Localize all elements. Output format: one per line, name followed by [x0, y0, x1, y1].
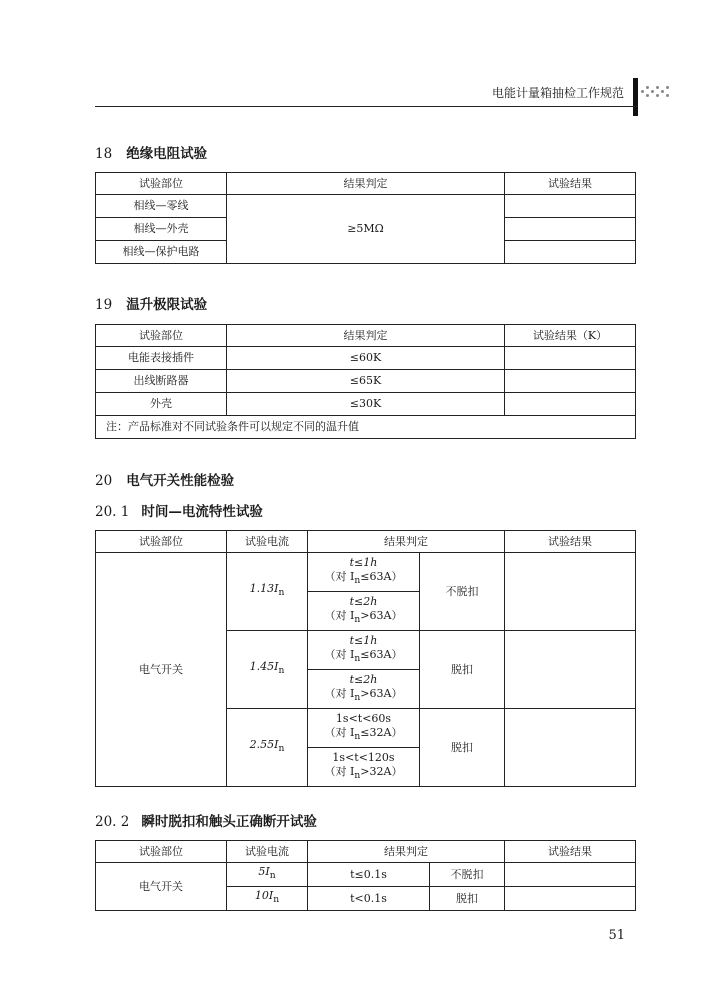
result-cell	[505, 347, 636, 370]
result-cell	[505, 631, 636, 709]
column-header: 结果判定	[227, 173, 505, 195]
trip-result-cell: 脱扣	[430, 887, 505, 911]
criterion-cell: ≤60K	[227, 347, 505, 370]
column-header: 结果判定	[227, 325, 505, 347]
rated-current-condition: （对 $I_n>63A$）	[324, 686, 403, 704]
condition-cell	[308, 670, 420, 709]
page-number: 51	[608, 928, 625, 943]
temperature-rise-table	[95, 324, 636, 439]
criterion-cell: ≤65K	[227, 370, 505, 393]
condition-cell	[308, 592, 420, 631]
result-cell	[505, 370, 636, 393]
result-cell	[505, 863, 636, 887]
time-condition: t≤1h	[349, 633, 378, 647]
test-current-cell	[227, 887, 308, 911]
test-part-cell: 相线—外壳	[96, 218, 227, 241]
test-part-cell: 外壳	[96, 393, 227, 416]
test-current-cell	[227, 863, 308, 887]
column-header: 试验结果	[505, 841, 636, 863]
condition-cell	[308, 709, 420, 748]
result-cell	[505, 241, 636, 264]
current-value: 5I	[258, 865, 270, 879]
column-header: 试验部位	[96, 325, 227, 347]
instantaneous-trip-table	[95, 840, 636, 911]
time-condition: t≤2h	[349, 594, 378, 608]
trip-result-cell: 不脱扣	[430, 863, 505, 887]
current-subscript: n	[273, 894, 280, 906]
section-title: 温升极限试验	[126, 297, 208, 313]
column-header: 试验电流	[227, 841, 308, 863]
time-condition: t≤1h	[349, 555, 378, 569]
current-value: 2.55I	[249, 738, 279, 752]
result-cell	[505, 709, 636, 787]
time-current-table	[95, 530, 636, 787]
current-subscript: n	[278, 587, 285, 599]
column-header: 结果判定	[308, 531, 505, 553]
rated-current-condition: （对 $I_n\le 32A$）	[324, 725, 403, 743]
test-part-cell: 相线—零线	[96, 195, 227, 218]
rated-current-condition: （对 $I_n>32A$）	[324, 764, 403, 782]
time-condition: t≤2h	[349, 672, 378, 686]
result-cell	[505, 553, 636, 631]
test-part-cell: 电能表接插件	[96, 347, 227, 370]
current-value: 10I	[254, 889, 274, 903]
rated-current-condition: （对 $I_n>63A$）	[324, 608, 403, 626]
section-number: 18	[95, 146, 113, 162]
header-rule	[95, 106, 638, 107]
section-number: 20. 2	[95, 814, 130, 830]
trip-result-cell: 不脱扣	[420, 553, 505, 631]
condition-cell	[308, 748, 420, 787]
rated-current-condition: （对 $I_n\le 63A$）	[324, 647, 403, 665]
header-accent-bar	[633, 78, 638, 116]
rated-current-condition: （对 $I_n\le 63A$）	[324, 569, 403, 587]
column-header: 试验部位	[96, 173, 227, 195]
section-20-2-heading	[95, 810, 317, 830]
condition-cell	[308, 553, 420, 592]
column-header: 试验结果	[505, 531, 636, 553]
condition-cell: t≤0.1s	[308, 863, 430, 887]
column-header: 试验电流	[227, 531, 308, 553]
test-current-cell	[227, 709, 308, 787]
running-header-title: 电能计量箱抽检工作规范	[491, 86, 624, 100]
table-note: 注：产品标准对不同试验条件可以规定不同的温升值	[96, 416, 636, 439]
column-header: 结果判定	[308, 841, 505, 863]
section-19-heading	[95, 293, 207, 313]
test-part-cell: 相线—保护电路	[96, 241, 227, 264]
current-subscript: n	[278, 743, 285, 755]
section-title: 绝缘电阻试验	[126, 146, 208, 162]
section-title: 时间—电流特性试验	[141, 504, 263, 520]
section-number: 20	[95, 473, 113, 489]
insulation-resistance-table	[95, 172, 636, 264]
trip-result-cell: 脱扣	[420, 709, 505, 787]
time-condition: 1s<t<120s	[332, 750, 395, 764]
column-header: 试验部位	[96, 841, 227, 863]
section-18-heading	[95, 142, 207, 162]
criterion-cell: ≥5MΩ	[227, 195, 505, 264]
current-value: 1.13I	[249, 582, 279, 596]
section-number: 20. 1	[95, 504, 130, 520]
section-title: 瞬时脱扣和触头正确断开试验	[141, 814, 317, 830]
trip-result-cell: 脱扣	[420, 631, 505, 709]
test-part-cell: 电气开关	[96, 863, 227, 911]
test-part-cell: 电气开关	[96, 553, 227, 787]
result-cell	[505, 195, 636, 218]
test-current-cell	[227, 553, 308, 631]
current-value: 1.45I	[249, 660, 279, 674]
condition-cell: t<0.1s	[308, 887, 430, 911]
time-condition: 1s<t<60s	[335, 711, 392, 725]
result-cell	[505, 393, 636, 416]
result-cell	[505, 887, 636, 911]
column-header: 试验结果（K）	[505, 325, 636, 347]
result-cell	[505, 218, 636, 241]
current-subscript: n	[269, 870, 276, 882]
section-title: 电气开关性能检验	[126, 473, 235, 489]
condition-cell	[308, 631, 420, 670]
test-current-cell	[227, 631, 308, 709]
test-part-cell: 出线断路器	[96, 370, 227, 393]
section-20-1-heading	[95, 500, 263, 520]
section-20-heading	[95, 469, 234, 489]
section-number: 19	[95, 297, 113, 313]
column-header: 试验部位	[96, 531, 227, 553]
current-subscript: n	[278, 665, 285, 677]
criterion-cell: ≤30K	[227, 393, 505, 416]
column-header: 试验结果	[505, 173, 636, 195]
